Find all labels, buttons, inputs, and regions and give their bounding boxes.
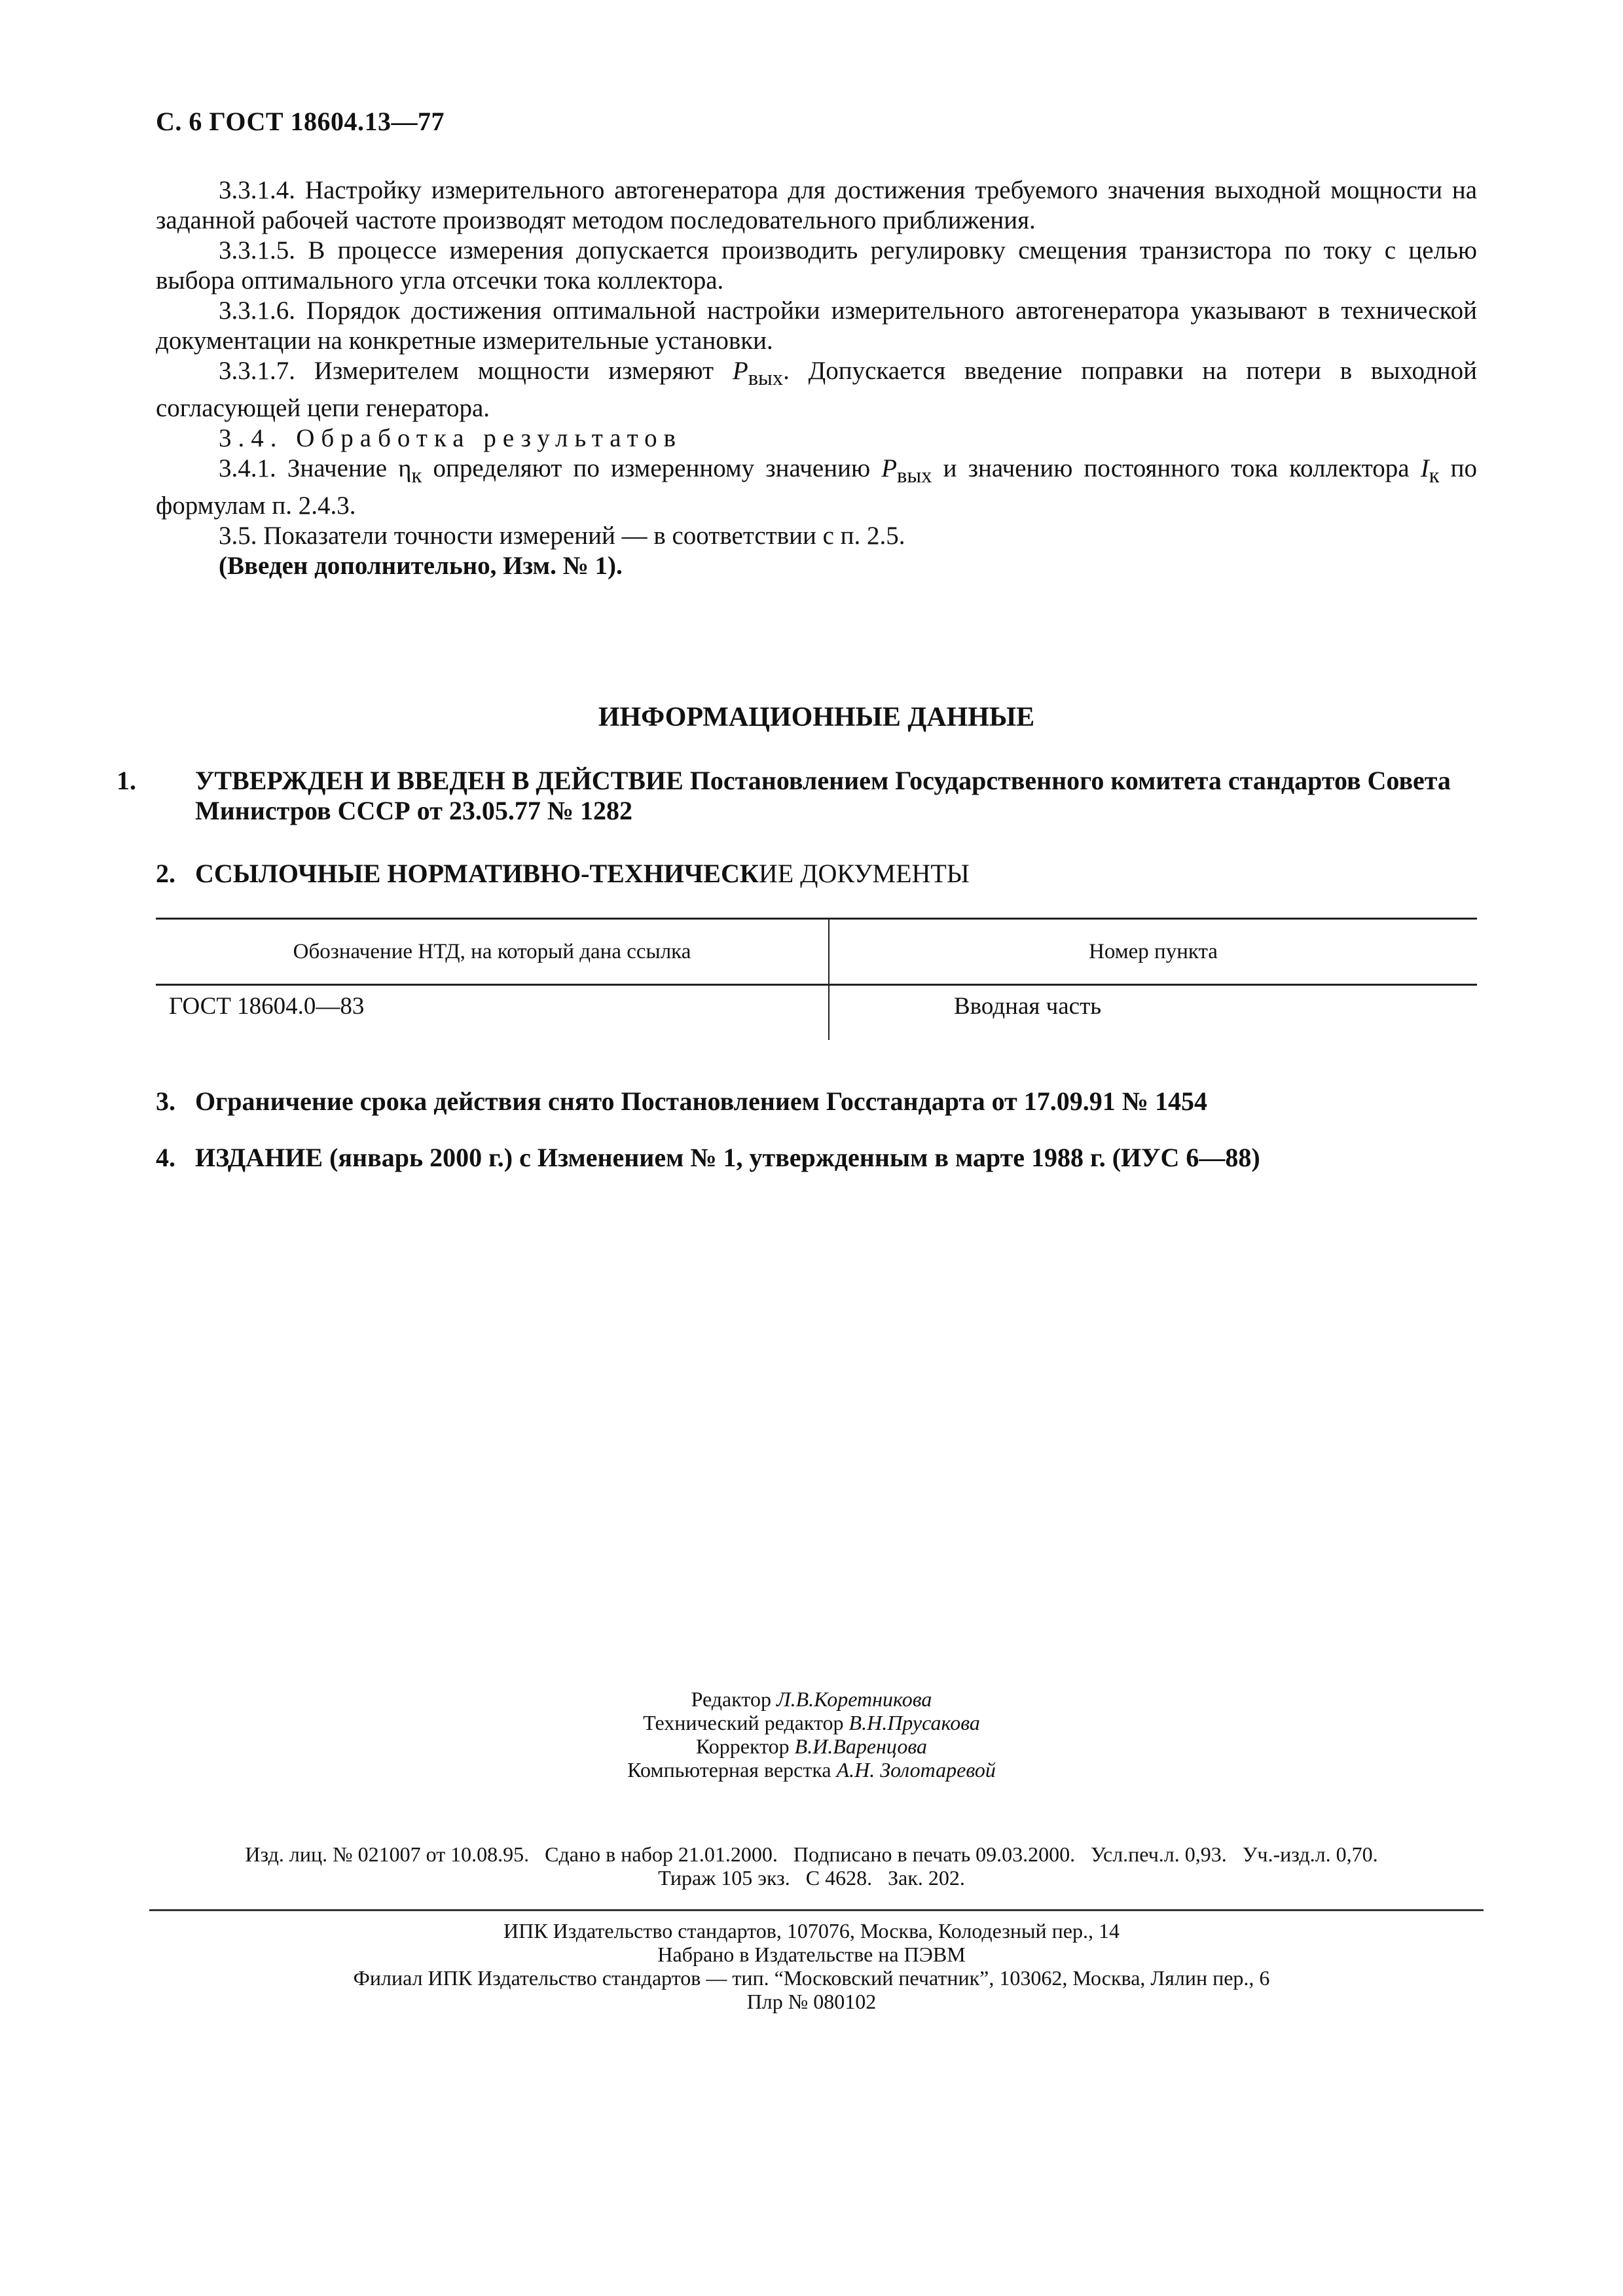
publisher-info xyxy=(0,1919,1623,2013)
symbol-eta: η xyxy=(398,454,412,482)
reference-documents-table xyxy=(156,918,1477,1040)
symbol-i-k: I xyxy=(1420,454,1429,482)
table-header-row xyxy=(156,919,1477,985)
publication-line-1: Изд. лиц. № 021007 от 10.08.95. Сдано в набор 21.01.2000. Подписано в печать 09.03.2000. Усл.печ.л. 0,93. Уч.-изд.л. 0,70. xyxy=(245,1842,1378,1866)
credit-editor: Редактор Л.В.Коретникова xyxy=(691,1687,932,1711)
info-section-title: ИНФОРМАЦИОННЫЕ ДАННЫЕ xyxy=(598,702,1035,732)
publisher-line-2: Набрано в Издательстве на ПЭВМ xyxy=(657,1943,966,1966)
info-item-2: 2. ССЫЛОЧНЫЕ НОРМАТИВНО-ТЕХНИЧЕСКИЕ ДОКУМЕНТЫ xyxy=(156,859,970,888)
credit-technical-editor: Технический редактор В.Н.Прусакова xyxy=(643,1711,980,1734)
paragraph-3-3-1-7: 3.3.1.7. Измерителем мощности измеряют $P_{вых}$. Допускается введение поправки на потери в выходной согласующей цепи генератора. xyxy=(156,357,1477,422)
publication-data xyxy=(0,1842,1623,1890)
publication-line-2: Тираж 105 экз. С 4628. Зак. 202. xyxy=(658,1866,965,1890)
info-item-4: 4. ИЗДАНИЕ (январь 2000 г.) с Изменением № 1, утвержденным в марте 1988 г. (ИУС 6—88) xyxy=(156,1143,1260,1172)
imprint-divider xyxy=(149,1909,1484,1911)
info-item-3: 3. Ограничение срока действия снято Постановлением Госстандарта от 17.09.91 № 1454 xyxy=(156,1086,1207,1116)
cell-clause: Вводная часть xyxy=(954,993,1102,1020)
paragraph-3-4-1: 3.4.1. Значение $\eta_к$ определяют по измеренному значению $P_{вых}$ и значению постоянного тока коллектора $I_к$ по формулам п. 2.4.3. xyxy=(156,454,1477,520)
paragraph-3-3-1-5: 3.3.1.5. В процессе измерения допускается производить регулировку смещения транзистора по току с целью выбора оптимального угла отсечки тока коллектора. xyxy=(156,236,1477,295)
column-header-clause: Номер пункта xyxy=(829,919,1477,985)
publisher-line-4: Плр № 080102 xyxy=(746,1990,877,2013)
page-header: С. 6 ГОСТ 18604.13—77 xyxy=(156,107,445,136)
table-row xyxy=(156,985,1477,1041)
credit-layout: Компьютерная верстка А.Н. Золотаревой xyxy=(627,1758,996,1782)
symbol-p-out: P xyxy=(732,357,748,385)
symbol-p-out: P xyxy=(881,454,898,482)
paragraph-3-3-1-6: 3.3.1.6. Порядок достижения оптимальной настройки измерительного автогенератора указывают в технической документации на конкретные измерительные установки. xyxy=(156,296,1477,355)
column-header-document: Обозначение НТД, на который дана ссылка xyxy=(156,919,829,985)
credit-proofreader: Корректор В.И.Варенцова xyxy=(696,1734,927,1758)
amendment-note: (Введен дополнительно, Изм. № 1). xyxy=(219,551,623,580)
publisher-line-1: ИПК Издательство стандартов, 107076, Москва, Колодезный пер., 14 xyxy=(503,1919,1120,1943)
paragraph-3-3-1-4: 3.3.1.4. Настройку измерительного автогенератора для достижения требуемого значения выходной мощности на заданной рабочей частоте производят методом последовательного приближения. xyxy=(156,176,1477,234)
cell-document: ГОСТ 18604.0—83 xyxy=(156,985,829,1041)
editorial-credits xyxy=(0,1687,1623,1782)
publisher-line-3: Филиал ИПК Издательство стандартов — тип. “Московский печатник”, 103062, Москва, Лялин пер., 6 xyxy=(353,1966,1270,1990)
info-item-1: 1. УТВЕРЖДЕН И ВВЕДЕН В ДЕЙСТВИЕ Постановлением Государственного комитета стандартов Совета Министров СССР от 23.05.77 № 1282 xyxy=(117,766,1451,825)
heading-3-4: 3.4. Обработка результатов xyxy=(219,423,683,452)
body-text xyxy=(156,175,1477,581)
paragraph-3-5: 3.5. Показатели точности измерений — в соответствии с п. 2.5. xyxy=(219,521,905,550)
